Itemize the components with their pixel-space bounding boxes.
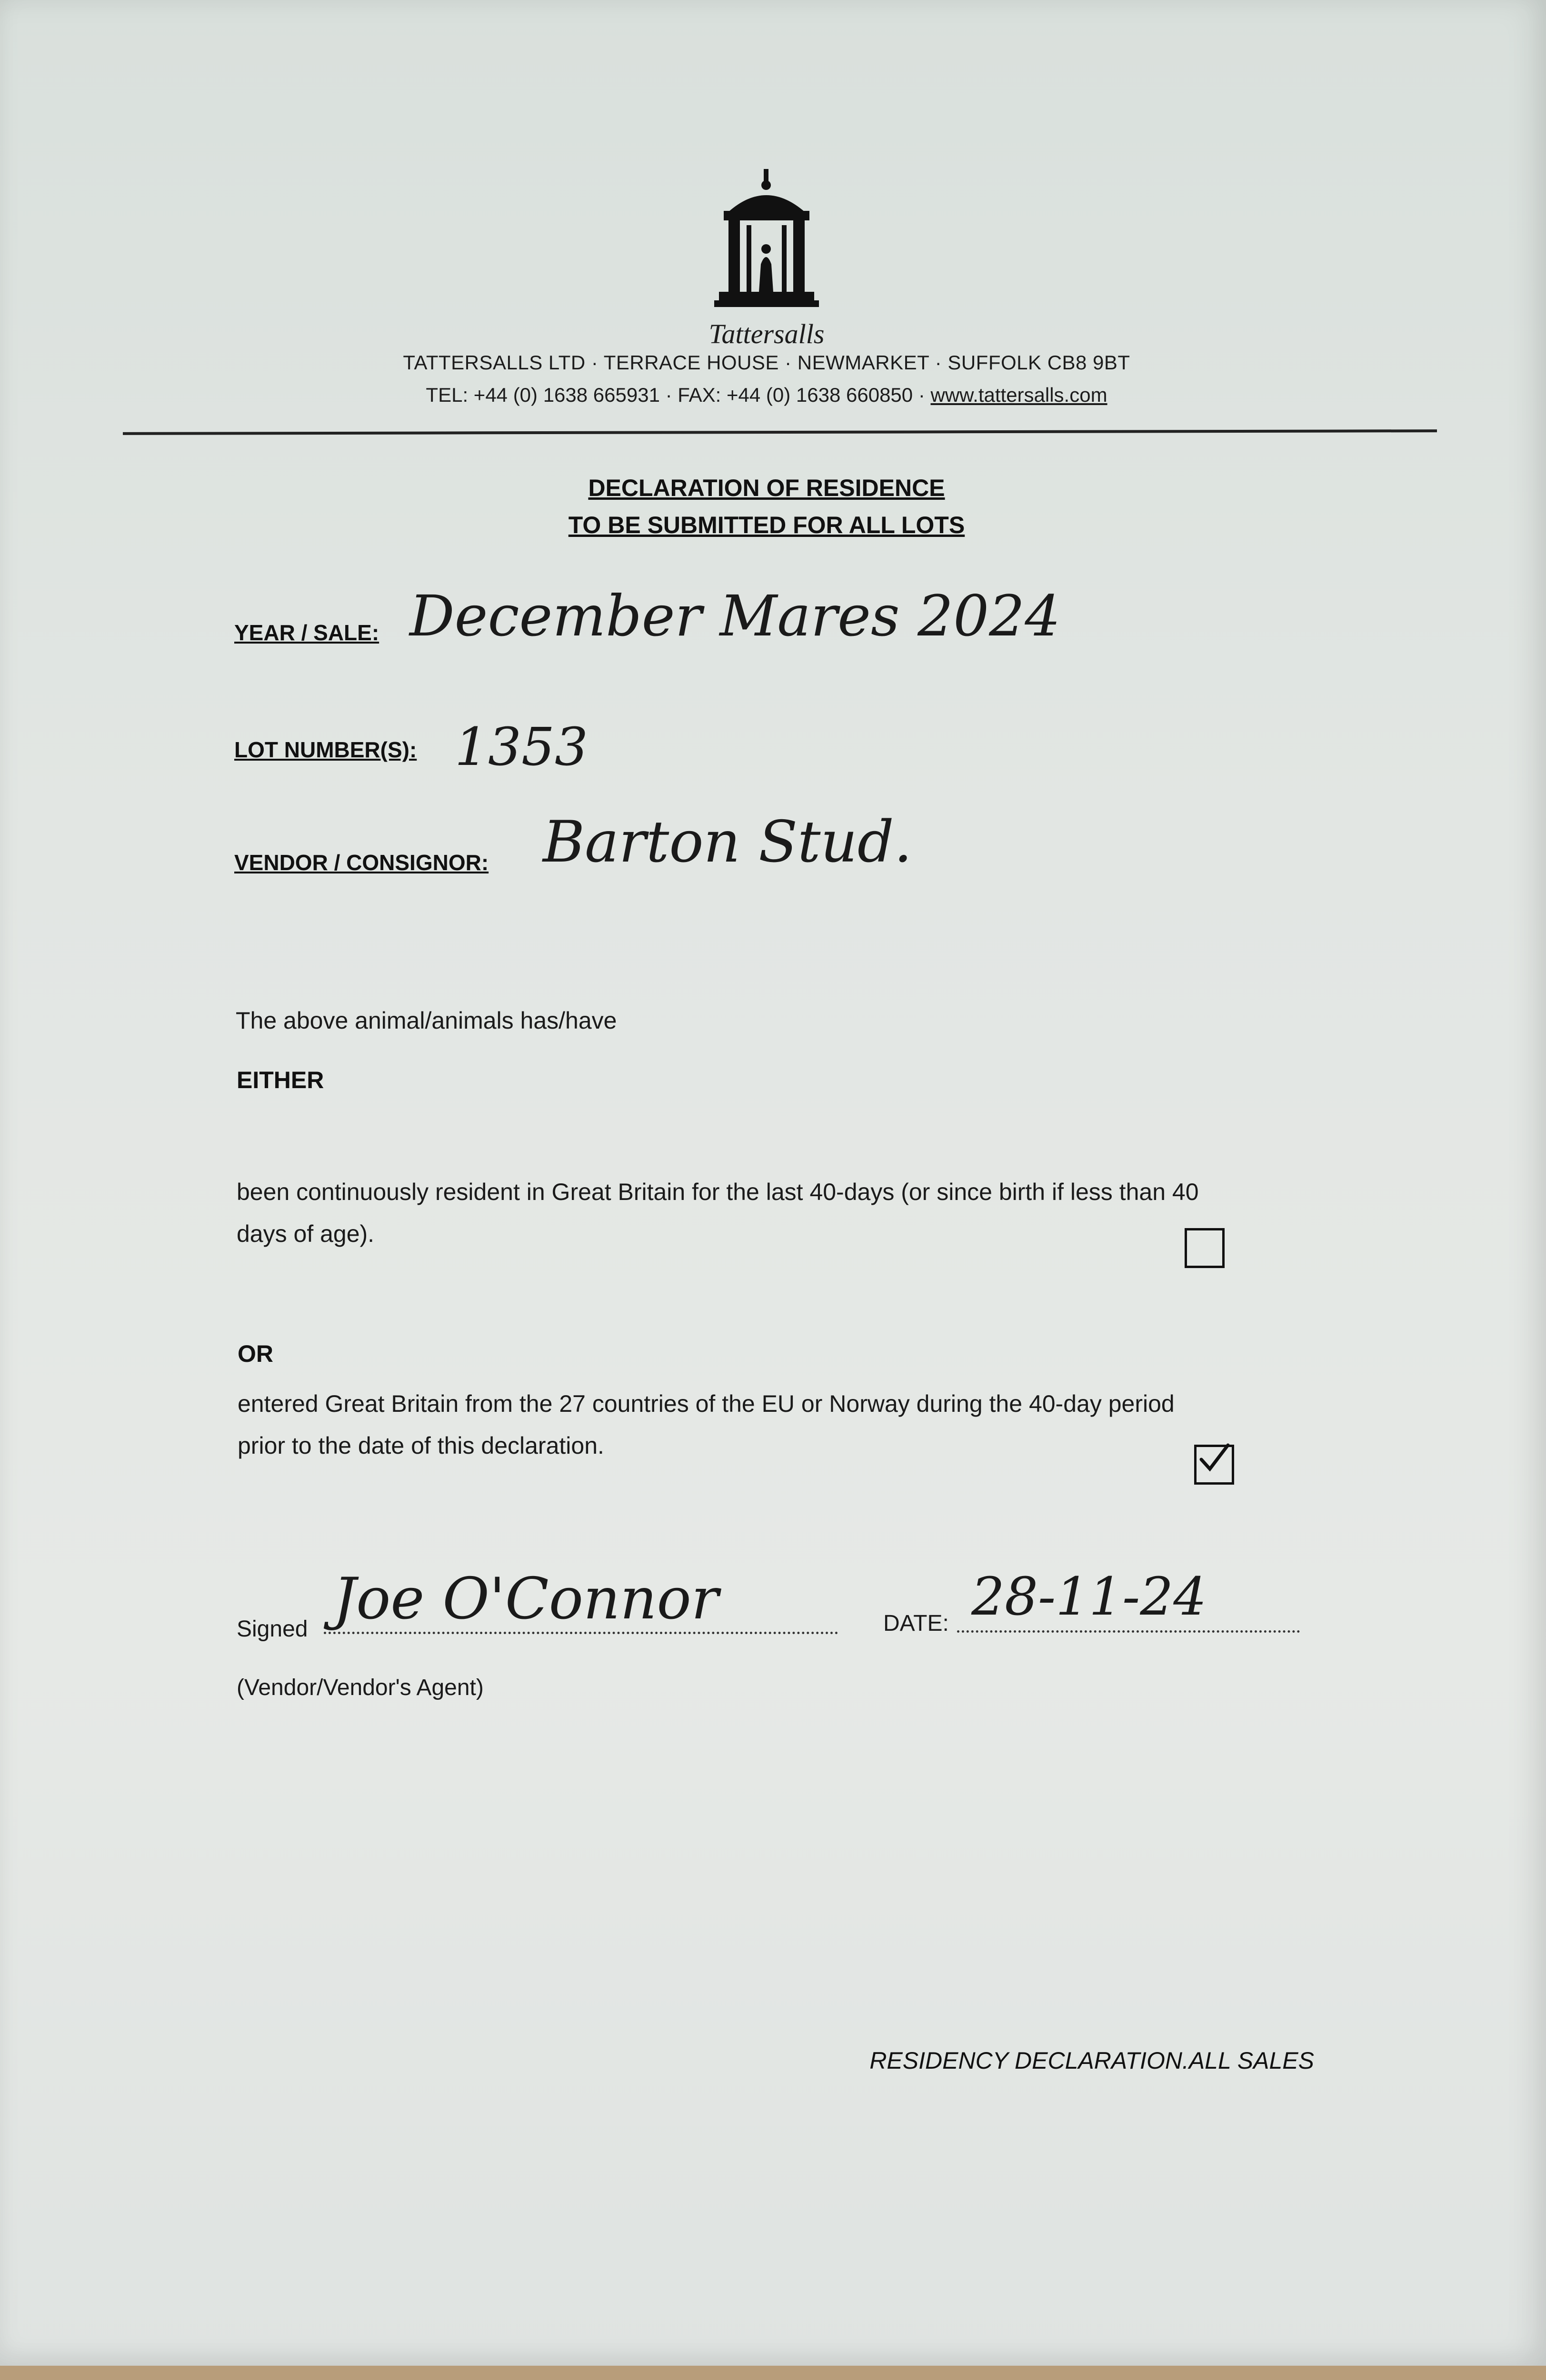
lot-number-value[interactable]: 1353: [455, 716, 588, 777]
form-footer: RESIDENCY DECLARATION.ALL SALES: [869, 2047, 1314, 2074]
signer-role: (Vendor/Vendor's Agent): [237, 1675, 484, 1700]
contact-numbers: TEL: +44 (0) 1638 665931 · FAX: +44 (0) 1638 660850 ·: [426, 384, 931, 406]
year-sale-label: YEAR / SALE:: [234, 620, 379, 645]
signature-value[interactable]: Joe O'Connor: [333, 1566, 719, 1632]
form-title: DECLARATION OF RESIDENCE: [588, 475, 945, 501]
table-surface: [0, 2366, 1546, 2380]
date-line: [957, 1630, 1300, 1633]
contact-line: [286, 384, 1247, 407]
lot-number-label: LOT NUMBER(S):: [234, 737, 417, 762]
option-2-line-2: prior to the date of this declaration.: [238, 1432, 604, 1459]
tattersalls-logo-icon: [709, 169, 824, 312]
or-label: OR: [238, 1340, 273, 1367]
option-1-checkbox[interactable]: [1185, 1228, 1225, 1268]
date-label: DATE:: [883, 1611, 949, 1636]
website-link[interactable]: www.tattersalls.com: [930, 384, 1107, 406]
date-value[interactable]: 28-11-24: [971, 1566, 1207, 1627]
form-subtitle: TO BE SUBMITTED FOR ALL LOTS: [568, 512, 965, 538]
signed-label: Signed: [237, 1616, 308, 1642]
year-sale-value[interactable]: December Mares 2024: [409, 583, 1061, 649]
declaration-intro: The above animal/animals has/have: [236, 1007, 617, 1034]
brand-name: Tattersalls: [708, 318, 825, 349]
either-label: EITHER: [237, 1067, 324, 1093]
option-2-line-1: entered Great Britain from the 27 countries of the EU or Norway during the 40-day period: [238, 1390, 1175, 1417]
option-1-text: [237, 1171, 1332, 1255]
vendor-label: VENDOR / CONSIGNOR:: [234, 850, 489, 875]
option-2-text: [238, 1383, 1333, 1467]
option-1-line-1: been continuously resident in Great Britain for the last 40-days (or since birth if less than 40: [237, 1179, 1199, 1205]
company-address: TATTERSALLS LTD · TERRACE HOUSE · NEWMARKET · SUFFOLK CB8 9BT: [403, 351, 1130, 374]
vendor-value[interactable]: Barton Stud.: [543, 809, 912, 875]
option-2-checkbox[interactable]: [1194, 1445, 1234, 1485]
check-mark-icon: [1197, 1443, 1232, 1478]
option-1-line-2: days of age).: [237, 1220, 375, 1247]
